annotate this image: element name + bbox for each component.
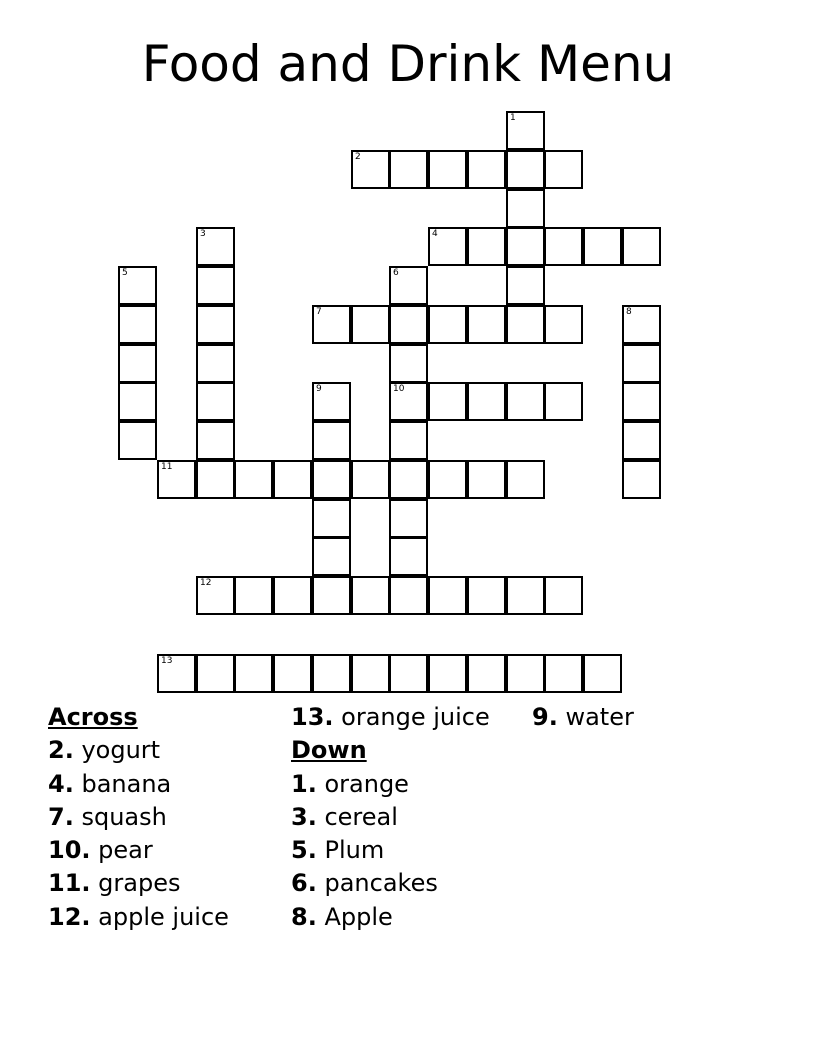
crossword-cell[interactable] — [389, 266, 428, 305]
crossword-cell[interactable] — [196, 266, 235, 305]
crossword-cell[interactable] — [389, 460, 428, 499]
cell-number: 4 — [432, 229, 438, 239]
crossword-cell[interactable] — [544, 382, 583, 421]
cell-number: 9 — [316, 384, 322, 394]
cell-number: 8 — [626, 307, 632, 317]
clue-text: orange juice — [341, 703, 490, 731]
crossword-cell[interactable] — [273, 654, 312, 693]
crossword-cell[interactable] — [118, 382, 157, 421]
clue-number: 11. — [48, 869, 91, 898]
crossword-cell[interactable] — [428, 150, 467, 189]
crossword-cell[interactable] — [312, 537, 351, 576]
crossword-cell[interactable] — [506, 576, 545, 615]
crossword-cell[interactable] — [273, 460, 312, 499]
crossword-cell[interactable] — [506, 266, 545, 305]
clue-across-4 — [48, 768, 229, 801]
crossword-cell[interactable] — [467, 305, 506, 344]
clue-number: 13. — [291, 703, 334, 731]
crossword-cell[interactable] — [506, 189, 545, 228]
clue-text: water — [565, 703, 634, 731]
crossword-cell[interactable] — [467, 460, 506, 499]
crossword-cell[interactable] — [467, 150, 506, 189]
cell-number: 3 — [200, 229, 206, 239]
clue-down-1 — [291, 768, 490, 801]
crossword-cell[interactable] — [389, 382, 428, 421]
crossword-cell[interactable] — [234, 576, 273, 615]
crossword-cell[interactable] — [351, 460, 390, 499]
crossword-cell[interactable] — [389, 537, 428, 576]
crossword-cell[interactable] — [428, 654, 467, 693]
crossword-cell[interactable] — [351, 576, 390, 615]
clue-number: 4. — [48, 769, 74, 798]
clue-text: banana — [81, 769, 172, 798]
crossword-cell[interactable] — [467, 576, 506, 615]
crossword-cell[interactable] — [351, 654, 390, 693]
clue-column-1 — [48, 701, 229, 934]
crossword-cell[interactable] — [234, 654, 273, 693]
crossword-cell[interactable] — [196, 305, 235, 344]
clue-column-3 — [532, 701, 634, 734]
crossword-cell[interactable] — [544, 305, 583, 344]
crossword-cell[interactable] — [544, 576, 583, 615]
clue-number: 8. — [291, 902, 317, 931]
crossword-cell[interactable] — [622, 460, 661, 499]
crossword-cell[interactable] — [622, 227, 661, 266]
clue-text: orange — [324, 769, 409, 798]
clue-down-3 — [291, 801, 490, 834]
cell-number: 2 — [355, 152, 361, 162]
crossword-cell[interactable] — [118, 266, 157, 305]
crossword-cell[interactable] — [428, 576, 467, 615]
clue-down-6 — [291, 867, 490, 900]
cell-number: 6 — [393, 268, 399, 278]
crossword-cell[interactable] — [506, 654, 545, 693]
crossword-cell[interactable] — [389, 305, 428, 344]
clue-across-10 — [48, 834, 229, 867]
crossword-cell[interactable] — [196, 382, 235, 421]
clue-text: pancakes — [324, 869, 438, 898]
crossword-cell[interactable] — [351, 305, 390, 344]
crossword-cell[interactable] — [506, 305, 545, 344]
crossword-cell[interactable] — [196, 654, 235, 693]
crossword-cell[interactable] — [544, 150, 583, 189]
clue-column-2 — [291, 701, 490, 934]
clue-down-9 — [532, 701, 634, 734]
crossword-cell[interactable] — [583, 227, 622, 266]
clue-number: 12. — [48, 902, 91, 931]
crossword-cell[interactable] — [467, 382, 506, 421]
crossword-cell[interactable] — [428, 305, 467, 344]
clue-text: grapes — [98, 869, 181, 898]
crossword-cell[interactable] — [118, 305, 157, 344]
cell-number: 10 — [393, 384, 405, 394]
crossword-cell[interactable] — [196, 344, 235, 383]
down-heading: Down — [291, 736, 367, 765]
crossword-cell[interactable] — [389, 421, 428, 460]
crossword-cell[interactable] — [312, 460, 351, 499]
crossword-cell[interactable] — [506, 111, 545, 150]
crossword-cell[interactable] — [622, 382, 661, 421]
clue-across-13 — [291, 701, 490, 734]
crossword-cell[interactable] — [312, 305, 351, 344]
clue-number: 1. — [291, 769, 317, 798]
crossword-cell[interactable] — [506, 382, 545, 421]
clue-across-11 — [48, 867, 229, 900]
clue-number: 3. — [291, 802, 317, 831]
crossword-cell[interactable] — [312, 576, 351, 615]
clue-down-8 — [291, 901, 490, 934]
cell-number: 11 — [161, 462, 173, 472]
crossword-cell[interactable] — [583, 654, 622, 693]
clue-text: Plum — [324, 836, 385, 865]
crossword-cell[interactable] — [428, 227, 467, 266]
crossword-cell[interactable] — [196, 421, 235, 460]
crossword-cell[interactable] — [506, 150, 545, 189]
clue-text: Apple — [324, 902, 393, 931]
crossword-cell[interactable] — [622, 421, 661, 460]
cell-number: 13 — [161, 656, 173, 666]
crossword-cell[interactable] — [389, 499, 428, 538]
crossword-cell[interactable] — [506, 227, 545, 266]
across-heading: Across — [48, 703, 138, 731]
clue-across-12 — [48, 901, 229, 934]
crossword-cell[interactable] — [118, 344, 157, 383]
clue-number: 10. — [48, 836, 91, 865]
crossword-cell[interactable] — [428, 382, 467, 421]
cell-number: 12 — [200, 578, 212, 588]
crossword-cell[interactable] — [389, 576, 428, 615]
clue-text: cereal — [324, 802, 398, 831]
crossword-cell[interactable] — [234, 460, 273, 499]
crossword-cell[interactable] — [428, 460, 467, 499]
cell-number: 7 — [316, 307, 322, 317]
crossword-cell[interactable] — [506, 460, 545, 499]
clue-number: 2. — [48, 736, 74, 765]
clue-text: apple juice — [98, 902, 229, 931]
crossword-cell[interactable] — [544, 227, 583, 266]
crossword-cell[interactable] — [312, 654, 351, 693]
clue-text: squash — [81, 802, 167, 831]
cell-number: 1 — [510, 113, 516, 123]
crossword-cell[interactable] — [273, 576, 312, 615]
crossword-cell[interactable] — [351, 150, 390, 189]
crossword-cell[interactable] — [622, 305, 661, 344]
crossword-cell[interactable] — [157, 460, 196, 499]
crossword-cell[interactable] — [196, 576, 235, 615]
clue-number: 5. — [291, 836, 317, 865]
crossword-cell[interactable] — [622, 344, 661, 383]
crossword-cell[interactable] — [118, 421, 157, 460]
crossword-cell[interactable] — [157, 654, 196, 693]
clue-number: 7. — [48, 802, 74, 831]
clue-across-2 — [48, 734, 229, 767]
crossword-cell[interactable] — [312, 382, 351, 421]
clue-text: yogurt — [81, 736, 161, 765]
puzzle-title: Food and Drink Menu — [141, 35, 675, 93]
crossword-cell[interactable] — [389, 654, 428, 693]
crossword-cell[interactable] — [467, 654, 506, 693]
crossword-cell[interactable] — [467, 227, 506, 266]
crossword-cell[interactable] — [312, 499, 351, 538]
clue-down-5 — [291, 834, 490, 867]
crossword-cell[interactable] — [389, 344, 428, 383]
crossword-cell[interactable] — [196, 227, 235, 266]
crossword-cell[interactable] — [389, 150, 428, 189]
clue-across-7 — [48, 801, 229, 834]
clue-number: 6. — [291, 869, 317, 898]
crossword-cell[interactable] — [544, 654, 583, 693]
cell-number: 5 — [122, 268, 128, 278]
crossword-cell[interactable] — [196, 460, 235, 499]
clue-text: pear — [98, 836, 153, 865]
crossword-cell[interactable] — [312, 421, 351, 460]
clue-number: 9. — [532, 703, 558, 731]
